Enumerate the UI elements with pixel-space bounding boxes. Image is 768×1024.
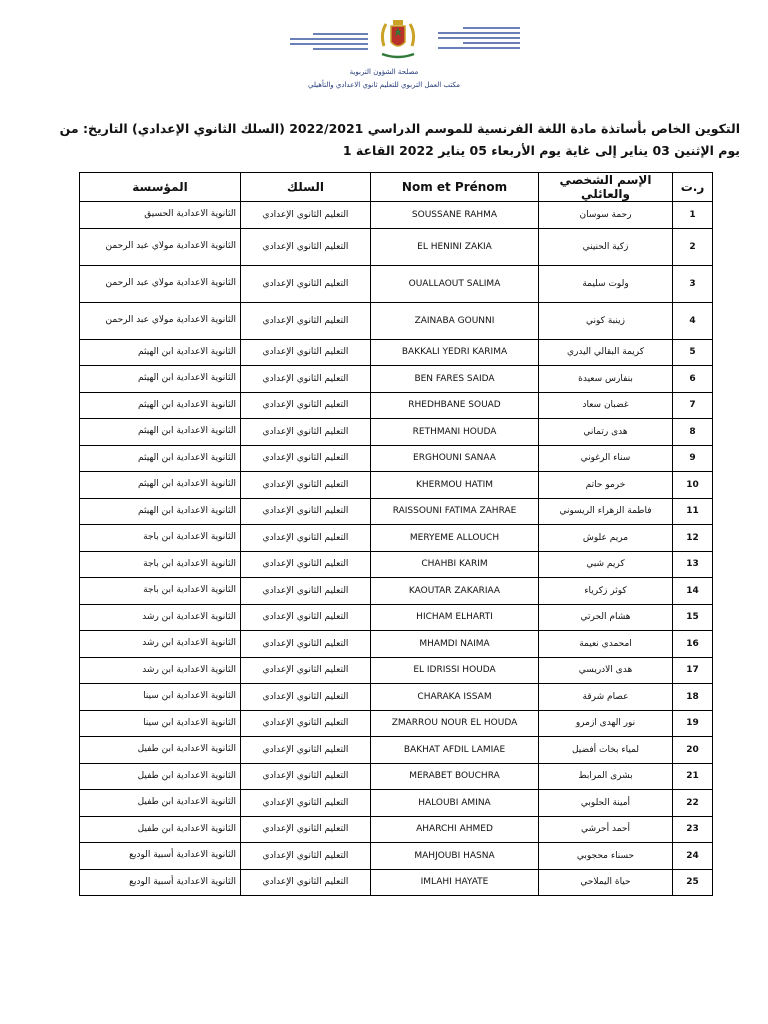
title-text: التكوين الخاص بأساتذة مادة اللغة الفرنسية للموسم الدراسي 2022/2021 (السلك الثانوي الإعدادي) [132,121,740,136]
name-french: HICHAM ELHARTI [371,604,539,631]
row-number: 24 [673,843,713,870]
name-french: CHARAKA ISSAM [371,684,539,711]
cycle-cell: التعليم الثانوي الإعدادي [241,763,371,790]
institution-cell: الثانوية الاعدادية أسبية الوديع [80,843,241,870]
institution-cell: الثانوية الاعدادية ابن رشد [80,657,241,684]
cycle-cell: التعليم الثانوي الإعدادي [241,604,371,631]
institution-cell: الثانوية الاعدادية ابن طفيل [80,790,241,817]
letterhead-latin-block [290,30,368,53]
row-number: 13 [673,551,713,578]
row-number: 5 [673,339,713,366]
institution-cell: الثانوية الاعدادية ابن سينا [80,684,241,711]
cycle-cell: التعليم الثانوي الإعدادي [241,472,371,499]
name-arabic: كريم شبي [539,551,673,578]
name-french: ZAINABA GOUNNI [371,302,539,339]
institution-cell: الثانوية الاعدادية ابن طفيل [80,816,241,843]
row-number: 23 [673,816,713,843]
cycle-cell: التعليم الثانوي الإعدادي [241,869,371,896]
cycle-cell: التعليم الثانوي الإعدادي [241,392,371,419]
institution-cell: الثانوية الاعدادية ابن الهيثم [80,498,241,525]
name-french: HALOUBI AMINA [371,790,539,817]
name-french: KAOUTAR ZAKARIAA [371,578,539,605]
table-row [80,710,713,737]
name-arabic: سناء الرغوني [539,445,673,472]
institution-cell: الثانوية الاعدادية مولاي عبد الرحمن [80,302,241,339]
institution-cell: الثانوية الاعدادية ابن باجة [80,551,241,578]
cycle-cell: التعليم الثانوي الإعدادي [241,790,371,817]
name-french: KHERMOU HATIM [371,472,539,499]
header-number: ر.ت [673,173,713,202]
table-body [80,202,713,896]
letterhead [290,14,520,68]
institution-cell: الثانوية الاعدادية ابن الهيثم [80,392,241,419]
row-number: 18 [673,684,713,711]
header-name-french: Nom et Prénom [371,173,539,202]
name-arabic: هشام الحرتي [539,604,673,631]
name-arabic: مريم علوش [539,525,673,552]
name-arabic: كريمة البقالي اليدري [539,339,673,366]
cycle-cell: التعليم الثانوي الإعدادي [241,498,371,525]
table-row [80,790,713,817]
name-arabic: بشرى المرابط [539,763,673,790]
row-number: 9 [673,445,713,472]
table-row [80,737,713,764]
office-name: مكتب العمل التربوي للتعليم ثانوي الاعدادي والتأهيلي [308,81,460,89]
document-title [60,118,740,162]
row-number: 16 [673,631,713,658]
table-row [80,657,713,684]
row-number: 2 [673,228,713,265]
date-label: التاريخ: من [59,121,128,136]
table-row [80,498,713,525]
row-number: 1 [673,202,713,229]
row-number: 20 [673,737,713,764]
table-row [80,843,713,870]
title-line-2: يوم الإثنين 03 يناير إلى غاية يوم الأربعاء 05 يناير 2022 القاعة 1 [342,143,740,158]
name-french: BAKHAT AFDIL LAMIAE [371,737,539,764]
name-french: OUALLAOUT SALIMA [371,265,539,302]
cycle-cell: التعليم الثانوي الإعدادي [241,366,371,393]
table-row [80,202,713,229]
cycle-cell: التعليم الثانوي الإعدادي [241,816,371,843]
cycle-cell: التعليم الثانوي الإعدادي [241,551,371,578]
name-arabic: غضبان سعاد [539,392,673,419]
institution-cell: الثانوية الاعدادية ابن رشد [80,631,241,658]
cycle-cell: التعليم الثانوي الإعدادي [241,265,371,302]
cycle-cell: التعليم الثانوي الإعدادي [241,302,371,339]
cycle-cell: التعليم الثانوي الإعدادي [241,228,371,265]
cycle-cell: التعليم الثانوي الإعدادي [241,525,371,552]
table-row [80,684,713,711]
institution-cell: الثانوية الاعدادية أسبية الوديع [80,869,241,896]
table-row [80,869,713,896]
name-arabic: رحمة سوسان [539,202,673,229]
name-french: CHAHBI KARIM [371,551,539,578]
name-french: RAISSOUNI FATIMA ZAHRAE [371,498,539,525]
row-number: 4 [673,302,713,339]
name-french: EL HENINI ZAKIA [371,228,539,265]
institution-cell: الثانوية الاعدادية ابن طفيل [80,763,241,790]
cycle-cell: التعليم الثانوي الإعدادي [241,631,371,658]
name-arabic: كوثر زكرياء [539,578,673,605]
institution-cell: الثانوية الاعدادية ابن باجة [80,525,241,552]
institution-cell: الثانوية الاعدادية ابن الهيثم [80,419,241,446]
row-number: 25 [673,869,713,896]
row-number: 12 [673,525,713,552]
sub-header [0,66,768,92]
cycle-cell: التعليم الثانوي الإعدادي [241,202,371,229]
title-line-1 [60,118,740,140]
institution-cell: الثانوية الاعدادية الحسيق [80,202,241,229]
table-row [80,366,713,393]
name-french: AHARCHI AHMED [371,816,539,843]
table-row [80,763,713,790]
row-number: 6 [673,366,713,393]
name-french: MHAMDI NAIMA [371,631,539,658]
name-arabic: لمياء بخات أفضيل [539,737,673,764]
table-row [80,472,713,499]
table-row [80,392,713,419]
row-number: 10 [673,472,713,499]
name-arabic: فاطمة الزهراء الريسوني [539,498,673,525]
name-arabic: حسناء محجوبي [539,843,673,870]
letterhead-arabic-block [438,24,520,52]
name-arabic: امحمدي نعيمة [539,631,673,658]
participants-table [79,172,713,896]
row-number: 17 [673,657,713,684]
cycle-cell: التعليم الثانوي الإعدادي [241,737,371,764]
institution-cell: الثانوية الاعدادية ابن سينا [80,710,241,737]
name-arabic: أحمد أحرشي [539,816,673,843]
name-french: BEN FARES SAIDA [371,366,539,393]
row-number: 15 [673,604,713,631]
table-row [80,816,713,843]
row-number: 21 [673,763,713,790]
name-arabic: بنفارس سعيدة [539,366,673,393]
header-cycle: السلك [241,173,371,202]
institution-cell: الثانوية الاعدادية ابن باجة [80,578,241,605]
name-arabic: أمينة الحلوبي [539,790,673,817]
institution-cell: الثانوية الاعدادية ابن الهيثم [80,339,241,366]
cycle-cell: التعليم الثانوي الإعدادي [241,657,371,684]
name-arabic: خرمو حاتم [539,472,673,499]
service-name: مصلحة الشؤون التربوية [349,68,419,76]
cycle-cell: التعليم الثانوي الإعدادي [241,445,371,472]
coat-of-arms-icon [376,16,420,60]
table-row [80,578,713,605]
name-arabic: زينبة كوني [539,302,673,339]
name-french: SOUSSANE RAHMA [371,202,539,229]
name-french: BAKKALI YEDRI KARIMA [371,339,539,366]
row-number: 14 [673,578,713,605]
name-french: ERGHOUNI SANAA [371,445,539,472]
institution-cell: الثانوية الاعدادية ابن طفيل [80,737,241,764]
row-number: 7 [673,392,713,419]
table-row [80,525,713,552]
name-french: IMLAHI HAYATE [371,869,539,896]
institution-cell: الثانوية الاعدادية مولاي عبد الرحمن [80,265,241,302]
table-row [80,551,713,578]
table-header-row [80,173,713,202]
name-arabic: حياة اليملاحي [539,869,673,896]
table-row [80,631,713,658]
name-french: ZMARROU NOUR EL HOUDA [371,710,539,737]
name-arabic: هدى الادريسي [539,657,673,684]
name-french: MERYEME ALLOUCH [371,525,539,552]
table-row [80,265,713,302]
table-row [80,445,713,472]
name-arabic: هدى رتماني [539,419,673,446]
name-arabic: زكية الحنيني [539,228,673,265]
cycle-cell: التعليم الثانوي الإعدادي [241,684,371,711]
name-french: MAHJOUBI HASNA [371,843,539,870]
row-number: 22 [673,790,713,817]
cycle-cell: التعليم الثانوي الإعدادي [241,710,371,737]
name-arabic: ولوت سليمة [539,265,673,302]
name-arabic: نور الهدى ازمرو [539,710,673,737]
name-arabic: عصام شرقة [539,684,673,711]
cycle-cell: التعليم الثانوي الإعدادي [241,339,371,366]
name-french: EL IDRISSI HOUDA [371,657,539,684]
table-row [80,228,713,265]
header-institution: المؤسسة [80,173,241,202]
institution-cell: الثانوية الاعدادية مولاي عبد الرحمن [80,228,241,265]
institution-cell: الثانوية الاعدادية ابن الهيثم [80,366,241,393]
institution-cell: الثانوية الاعدادية ابن رشد [80,604,241,631]
cycle-cell: التعليم الثانوي الإعدادي [241,578,371,605]
row-number: 19 [673,710,713,737]
row-number: 3 [673,265,713,302]
institution-cell: الثانوية الاعدادية ابن الهيثم [80,472,241,499]
table-row [80,339,713,366]
header-name-arabic: الإسم الشخصي والعائلي [539,173,673,202]
row-number: 8 [673,419,713,446]
name-french: RHEDHBANE SOUAD [371,392,539,419]
cycle-cell: التعليم الثانوي الإعدادي [241,843,371,870]
name-french: RETHMANI HOUDA [371,419,539,446]
table-row [80,419,713,446]
cycle-cell: التعليم الثانوي الإعدادي [241,419,371,446]
name-french: MERABET BOUCHRA [371,763,539,790]
table-row [80,604,713,631]
row-number: 11 [673,498,713,525]
institution-cell: الثانوية الاعدادية ابن الهيثم [80,445,241,472]
table-row [80,302,713,339]
